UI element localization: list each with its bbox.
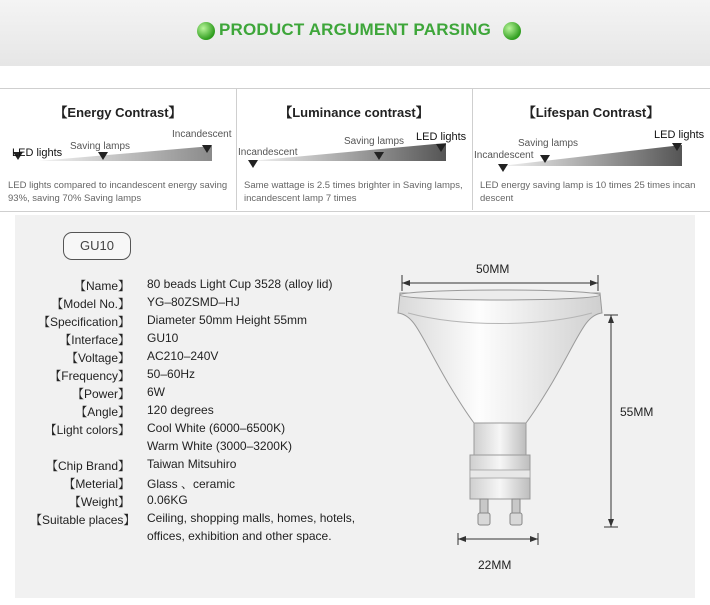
spec-key: 【Specification】 [37,315,130,329]
spec-key: 【Chip Brand】 [45,459,130,473]
panel-title: 【Luminance contrast】 [279,105,429,120]
label-incandescent: Incandescent [238,147,298,158]
header-banner [0,0,710,66]
product-tag: GU10 [63,232,131,260]
energy-contrast-panel [0,88,236,210]
panel-description [480,179,695,205]
pointer-icon [672,143,682,151]
panel-title: 【Energy Contrast】 [54,105,182,120]
pointer-icon [498,164,508,172]
label-saving-lamps: Saving lamps [518,138,579,149]
spec-key: 【Meterial】 [63,477,130,491]
panel-description [8,179,227,205]
spec-value: offices, exhibition and other space. [147,529,332,543]
bulb-dimension-drawing [380,255,700,585]
base-dimension-label: 22MM [478,558,512,572]
label-saving-lamps: Saving lamps [344,136,405,147]
spec-key: 【Angle】 [75,405,130,419]
panel-description [244,179,463,205]
pointer-icon [540,155,550,163]
spec-value: GU10 [147,331,179,345]
spec-key: 【Name】 [73,279,130,293]
width-dimension-label: 50MM [476,262,510,276]
spec-value: 120 degrees [147,403,214,417]
spec-value: 6W [147,385,165,399]
spec-value: Diameter 50mm Height 55mm [147,313,308,327]
spec-value: Taiwan Mitsuhiro [147,457,237,471]
description-line: descent [480,193,514,204]
spec-value: AC210–240V [147,349,219,363]
spec-value: 0.06KG [147,493,188,507]
description-line: Same wattage is 2.5 times brighter in Saving lamps, [244,180,463,191]
pointer-icon [98,152,108,160]
green-bullet-icon [503,22,521,40]
spec-key: 【Interface】 [59,333,130,347]
spec-value: YG–80ZSMD–HJ [147,295,240,309]
spec-key: 【Weight】 [68,495,130,509]
spec-key: 【Model No.】 [51,297,130,311]
label-incandescent: Incandescent [474,150,534,161]
description-line: 93%, saving 70% Saving lamps [8,193,142,204]
spec-key: 【Suitable places】 [30,513,136,527]
spec-key: 【Frequency】 [49,369,130,383]
label-led-lights: LED lights [12,147,63,159]
pointer-icon [436,144,446,152]
description-line: LED lights compared to incandescent energy saving [8,180,228,191]
label-incandescent: Incandescent [172,129,232,140]
description-line: incandescent lamp 7 times [244,193,357,204]
banner-title: PRODUCT ARGUMENT PARSING [218,20,492,39]
spec-value: 80 beads Light Cup 3528 (alloy lid) [147,277,333,291]
lifespan-contrast-panel [472,88,710,210]
spec-key: 【Light colors】 [44,423,130,437]
label-led-lights: LED lights [654,129,705,141]
spec-value: 50–60Hz [147,367,196,381]
spec-value: Ceiling, shopping malls, homes, hotels, [147,511,356,525]
label-led-lights: LED lights [416,131,467,143]
pointer-icon [374,152,384,160]
spec-key: 【Voltage】 [65,351,130,365]
spec-key: 【Power】 [71,387,130,401]
pointer-icon [248,160,258,168]
label-saving-lamps: Saving lamps [70,141,131,152]
description-line: LED energy saving lamp is 10 times 25 times incan [480,180,696,191]
luminance-contrast-panel [236,88,472,210]
spec-value: Warm White (3000–3200K) [147,439,292,453]
spec-value: Glass 、ceramic [147,477,236,491]
spec-value: Cool White (6000–6500K) [147,421,286,435]
pointer-icon [202,145,212,153]
panel-title: 【Lifespan Contrast】 [522,105,660,120]
height-dimension-label: 55MM [620,405,654,419]
